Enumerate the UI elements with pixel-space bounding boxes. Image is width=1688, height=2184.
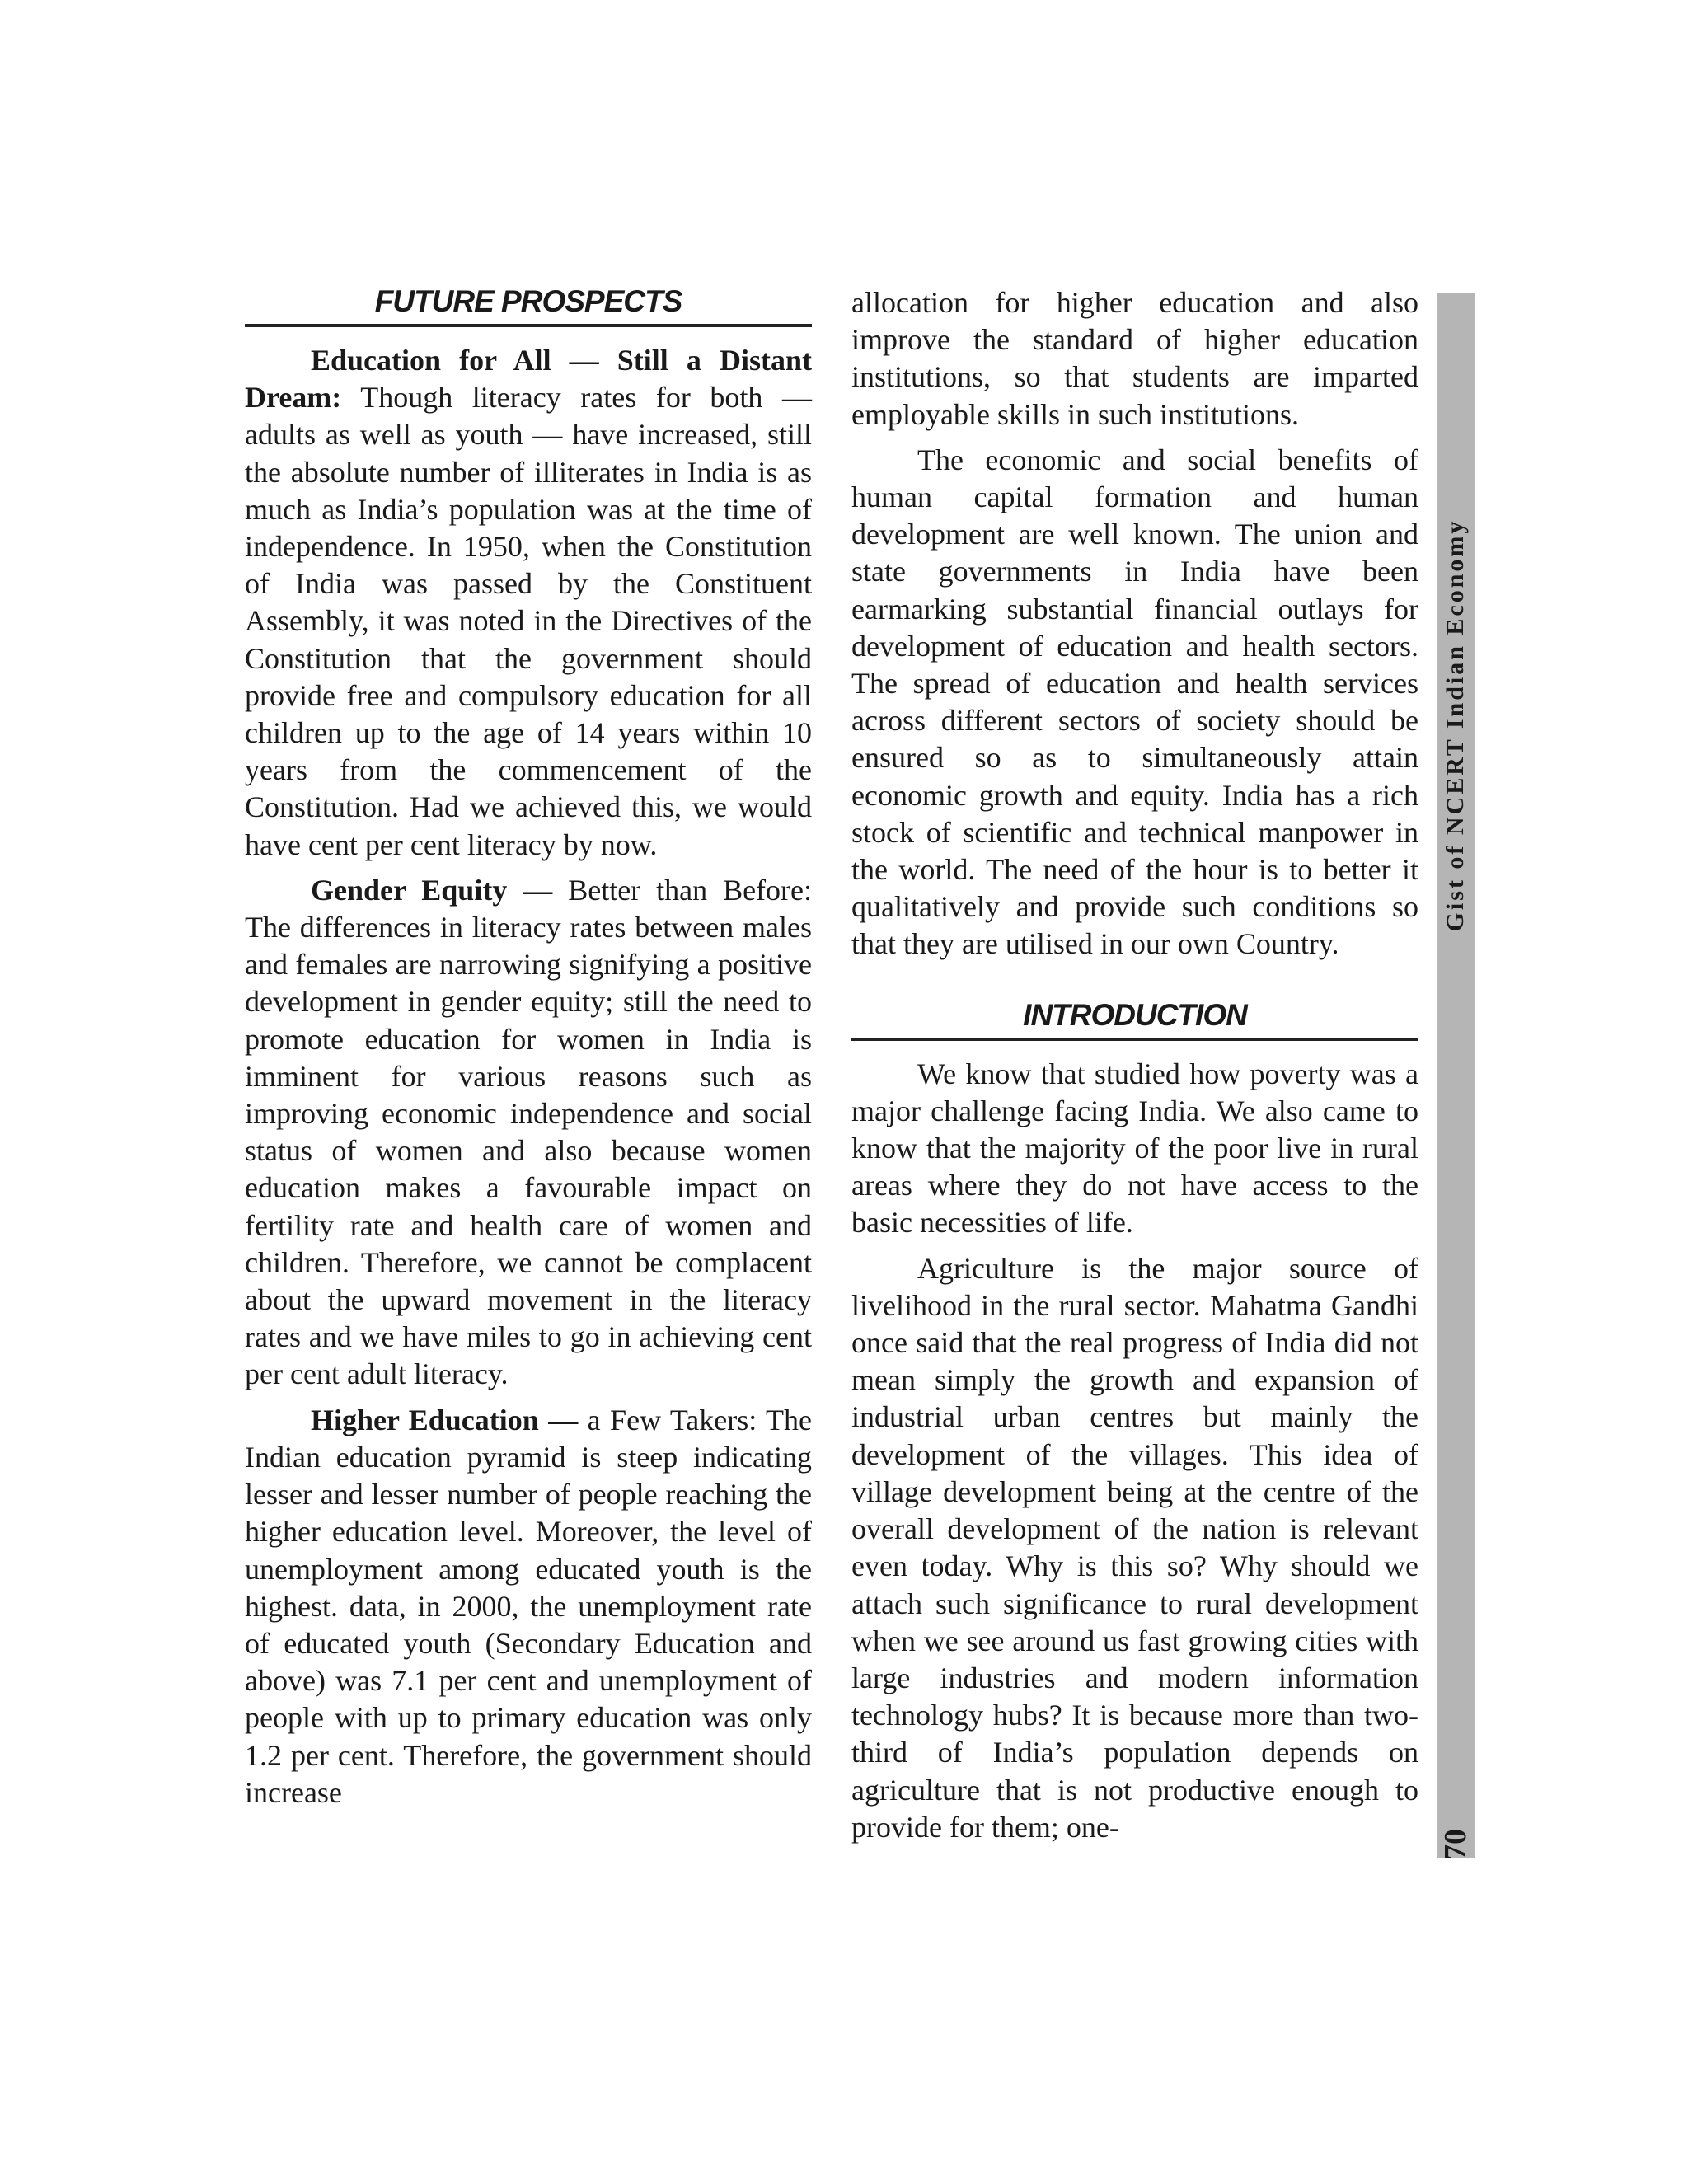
higher-education-text: a Few Takers: The Indian education pyramid is steep indicating lesser and lesser number of people reaching the higher education level. Moreover, the level of unemployment among educated youth is the highest. data, in 2000, the unemployment rate of educated youth (Secondary Education and above) was 7.1 per cent and unemployment of people with up to primary education was only 1.2 per cent. Therefore, the government should increase	[245, 1403, 812, 1809]
education-for-all-text: Though literacy rates for both — adults as well as youth — have increased, still the absolute number of illiterates in India is as much as India’s population was at the time of independence. In 1950, when the Constitution of India was passed by the Constituent Assembly, it was noted in the Directives of the Constitution that the government should provide free and compulsory education for all children up to the age of 14 years within 10 years from the commencement of the Constitution. Had we achieved this, we would have cent per cent literacy by now.	[245, 381, 812, 861]
book-title: Gist of NCERT Indian Economy	[1442, 518, 1469, 932]
future-prospects-heading: FUTURE PROSPECTS	[245, 284, 812, 327]
introduction-heading: INTRODUCTION	[851, 998, 1418, 1041]
higher-education-title: Higher Education —	[311, 1403, 579, 1436]
right-column	[851, 284, 1418, 1846]
left-column	[245, 284, 812, 1811]
gender-equity-text: Better than Before: The differences in literacy rates between males and females are narrowing signifying a positive development in gender equity; still the need to promote education for women in India is imminent for various reasons such as improving economic independence and social status of women and also because women education makes a favourable impact on fertility rate and health care of women and children. Therefore, we cannot be complacent about the upward movement in the literacy rates and we have miles to go in achieving cent per cent adult literacy.	[245, 873, 813, 1391]
higher-education-paragraph	[245, 1402, 812, 1811]
education-for-all-paragraph	[245, 342, 812, 864]
education-for-all-title: Education for All — Still a Distant Dream:	[245, 344, 812, 415]
gender-equity-title: Gender Equity —	[311, 873, 553, 907]
human-capital-benefits-paragraph: The economic and social benefits of human capital formation and human development are well known. The union and state governments in India have been earmarking substantial financial outlays for development of education and health sectors. The spread of education and health services across different sectors of society should be ensured so as to simultaneously attain economic growth and equity. India has a rich stock of scientific and technical manpower in the world. The need of the hour is to better it qualitatively and provide such conditions so that they are utilised in our own Country.	[851, 443, 1418, 961]
gender-equity-paragraph	[245, 872, 812, 1394]
continued-paragraph: allocation for higher education and also improve the standard of higher education institutions, so that students are imparted employable skills in such institutions.	[851, 286, 1418, 431]
poverty-intro-paragraph: We know that studied how poverty was a major challenge facing India. We also came to know that the majority of the poor live in rural areas where they do not have access to the basic necessities of life.	[851, 1057, 1418, 1240]
page-number: 70	[1438, 1829, 1473, 1860]
agriculture-paragraph: Agriculture is the major source of livelihood in the rural sector. Mahatma Gandhi once said that the real progress of India did not mean simply the growth and expansion of industrial urban centres but mainly the development of the villages. This idea of village development being at the centre of the overall development of the nation is relevant even today. Why is this so? Why should we attach such significance to rural development when we see around us fast growing cities with large industries and modern information technology hubs? It is because more than two-third of India’s population depends on agriculture that is not productive enough to provide for them; one-	[851, 1251, 1418, 1844]
